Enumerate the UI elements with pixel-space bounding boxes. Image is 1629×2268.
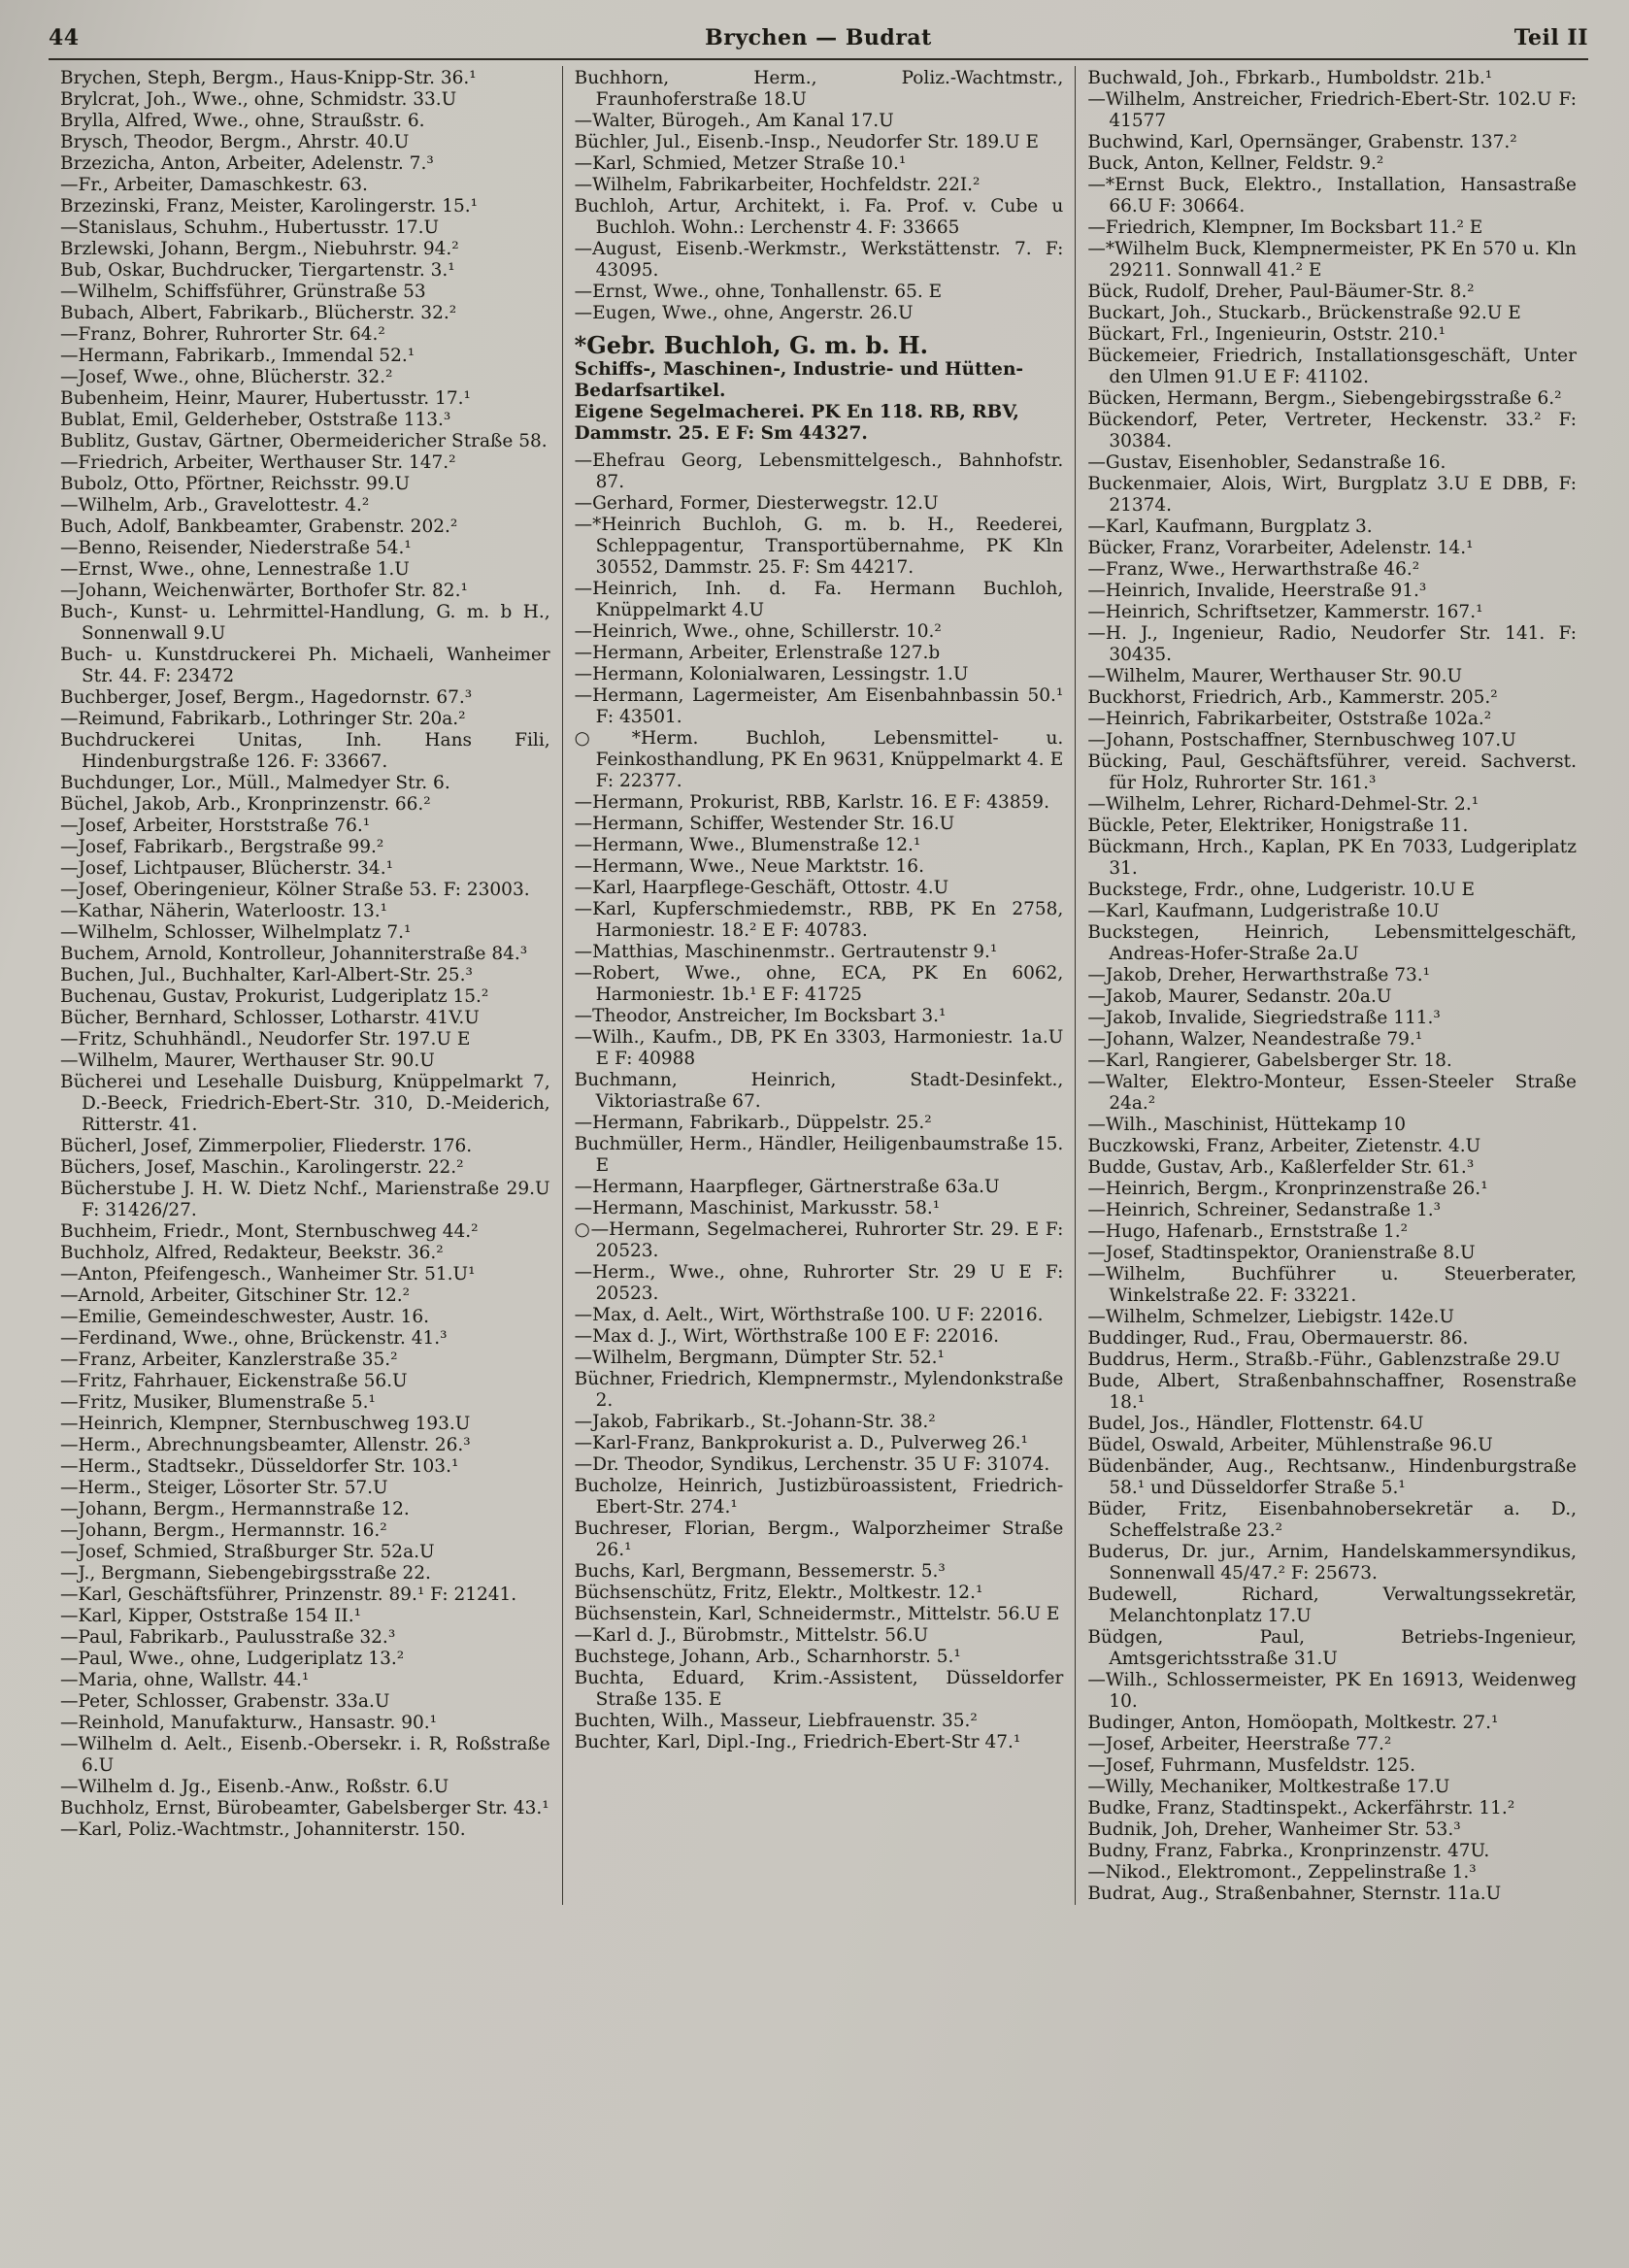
directory-entry: Bücking, Paul, Geschäftsführer, vereid. Sachverst. für Holz, Ruhrorter Str. 161.³ [1087,751,1577,793]
directory-entry: Buchem, Arnold, Kontrolleur, Johanniterstraße 84.³ [60,944,528,964]
directory-entry: —Wilhelm, Anstreicher, Friedrich-Ebert-Str. 102.U F: 41577 [1087,89,1577,131]
directory-entry: Brychen, Steph, Bergm., Haus-Knipp-Str. 36.¹ [60,68,477,88]
directory-entry: —Hermann, Lagermeister, Am Eisenbahnbassin 50.¹ F: 43501. [574,685,1064,727]
directory-entry: —Walter, Bürogeh., Am Kanal 17.U [574,111,894,131]
directory-entry: —Heinrich, Schreiner, Sedanstraße 1.³ [1087,1200,1442,1220]
directory-entry: Büchler, Jul., Eisenb.-Insp., Neudorfer Str. 189.U E [574,132,1039,152]
directory-entry: —Jakob, Dreher, Herwarthstraße 73.¹ [1087,965,1431,985]
directory-entry: Büchsenschütz, Fritz, Elektr., Moltkestr. 12.¹ [574,1583,983,1603]
directory-entry: —Robert, Wwe., ohne, ECA, PK En 6062, Harmoniestr. 1b.¹ E F: 41725 [574,963,1064,1005]
directory-entry: Bückendorf, Peter, Vertreter, Heckenstr. 33.² F: 30384. [1087,410,1577,451]
directory-entry: —Matthias, Maschinenmstr.. Gertrautenstr 9.¹ [574,942,998,962]
directory-entry: Buckhorst, Friedrich, Arb., Kammerstr. 205.² [1087,687,1498,708]
directory-entry: —Johann, Weichenwärter, Borthofer Str. 82.¹ [60,581,468,601]
directory-entry: —Friedrich, Arbeiter, Werthauser Str. 147.² [60,452,456,473]
directory-entry: —Karl, Kaufmann, Ludgeristraße 10.U [1087,901,1440,921]
directory-entry: —Emilie, Gemeindeschwester, Austr. 16. [60,1307,430,1327]
directory-entry: —Heinrich, Klempner, Sternbuschweg 193.U [60,1414,471,1434]
directory-entry: ○*Herm. Buchloh, Lebensmittel- u. Feinkosthandlung, PK En 9631, Knüppelmarkt 4. E F: 22377. [574,728,1064,791]
directory-entry: Büdenbänder, Aug., Rechtsanw., Hindenburgstraße 58.¹ und Düsseldorfer Straße 5.¹ [1087,1456,1577,1498]
directory-entry: Budke, Franz, Stadtinspekt., Ackerfährstr. 11.² [1087,1798,1515,1818]
directory-entry: —Hermann, Fabrikarb., Düppelstr. 25.² [574,1113,932,1133]
directory-entry: —Hermann, Wwe., Neue Marktstr. 16. [574,856,924,877]
directory-entry: Buchreser, Florian, Bergm., Walporzheimer Straße 26.¹ [574,1518,1064,1560]
directory-entry: Bucholze, Heinrich, Justizbüroassistent, Friedrich-Ebert-Str. 274.¹ [574,1476,1064,1518]
directory-entry: —Josef, Wwe., ohne, Blücherstr. 32.² [60,367,393,387]
directory-entry: —Wilhelm, Fabrikarbeiter, Hochfeldstr. 22I.² [574,175,981,195]
directory-entry: Bückemeier, Friedrich, Installationsgeschäft, Unter den Ulmen 91.U E F: 41102. [1087,346,1577,387]
directory-entry: —Benno, Reisender, Niederstraße 54.¹ [60,538,412,558]
directory-entry: Bücherei und Lesehalle Duisburg, Knüppelmarkt 7, D.-Beeck, Friedrich-Ebert-Str. 310, D.-Meiderich, Ritterstr. 41. [60,1072,550,1135]
directory-entry: Büchsenstein, Karl, Schneidermstr., Mittelstr. 56.U E [574,1604,1060,1624]
directory-entry: Buck, Anton, Kellner, Feldstr. 9.² [1087,153,1384,174]
company-entry: *Gebr. Buchloh, G. m. b. H. [574,331,928,359]
header-rule [49,58,1588,60]
directory-entry: Buchdruckerei Unitas, Inh. Hans Fili, Hindenburgstraße 126. F: 33667. [60,730,550,772]
directory-entry: Buchs, Karl, Bergmann, Bessemerstr. 5.³ [574,1561,946,1582]
directory-entry: Buch- u. Kunstdruckerei Ph. Michaeli, Wanheimer Str. 44. F: 23472 [60,645,550,686]
directory-entry: Buddrus, Herm., Straßb.-Führ., Gablenzstraße 29.U [1087,1350,1561,1370]
directory-entry: —Stanislaus, Schuhm., Hubertusstr. 17.U [60,217,440,238]
directory-entry: —Heinrich, Inh. d. Fa. Hermann Buchloh, Knüppelmarkt 4.U [574,579,1064,620]
directory-entry: —Gustav, Eisenhobler, Sedanstraße 16. [1087,452,1446,473]
directory-entry: Buchloh, Artur, Architekt, i. Fa. Prof. v. Cube u Buchloh. Wohn.: Lerchenstr 4. F: 33665 [574,196,1064,238]
directory-entry: Büder, Fritz, Eisenbahnobersekretär a. D., Scheffelstraße 23.² [1087,1499,1577,1541]
directory-entry: Bücher, Bernhard, Schlosser, Lotharstr. 41V.U [60,1008,480,1028]
directory-entry: —Johann, Bergm., Hermannstr. 16.² [60,1520,387,1541]
directory-entry: Buchdunger, Lor., Müll., Malmedyer Str. 6. [60,773,450,793]
directory-entry: —Wilhelm, Buchführer u. Steuerberater, Winkelstraße 22. F: 33221. [1087,1264,1577,1306]
directory-entry: Brzezicha, Anton, Arbeiter, Adelenstr. 7.³ [60,153,434,174]
part-label: Teil II [1513,25,1588,50]
directory-entry: —Peter, Schlosser, Grabenstr. 33a.U [60,1691,390,1712]
directory-entry: —Heinrich, Bergm., Kronprinzenstraße 26.¹ [1087,1179,1488,1199]
directory-entry: —H. J., Ingenieur, Radio, Neudorfer Str. 141. F: 30435. [1087,623,1577,665]
directory-entry: Bückart, Frl., Ingenieurin, Oststr. 210.¹ [1087,324,1446,345]
directory-entry: —Ehefrau Georg, Lebensmittelgesch., Bahnhofstr. 87. [574,450,1064,492]
directory-entry: Bück, Rudolf, Dreher, Paul-Bäumer-Str. 8.² [1087,282,1475,302]
directory-entry: —Eugen, Wwe., ohne, Angerstr. 26.U [574,303,914,323]
directory-entry: —Herm., Abrechnungsbeamter, Allenstr. 26.³ [60,1435,471,1455]
directory-entry: Buckstege, Frdr., ohne, Ludgeristr. 10.U E [1087,880,1475,900]
directory-entry: Buckart, Joh., Stuckarb., Brückenstraße 92.U E [1087,303,1521,323]
directory-entry: —Franz, Wwe., Herwarthstraße 46.² [1087,559,1420,580]
directory-entry: Bublitz, Gustav, Gärtner, Obermeidericher Straße 58. [60,431,548,451]
directory-entry: —Friedrich, Klempner, Im Bocksbart 11.² E [1087,217,1483,238]
directory-entry: Buchten, Wilh., Masseur, Liebfrauenstr. 35.² [574,1711,978,1731]
directory-entry: —Jakob, Fabrikarb., St.-Johann-Str. 38.² [574,1412,936,1432]
directory-entry: —Wilh., Kaufm., DB, PK En 3303, Harmoniestr. 1a.U E F: 40988 [574,1027,1064,1069]
directory-entry: Bubolz, Otto, Pförtner, Reichsstr. 99.U [60,474,411,494]
directory-entry: Buchta, Eduard, Krim.-Assistent, Düsseldorfer Straße 135. E [574,1668,1064,1710]
directory-entry: —Hermann, Arbeiter, Erlenstraße 127.b [574,643,941,663]
directory-entry: —Wilhelm, Schiffsführer, Grünstraße 53 [60,282,426,302]
directory-entry: Buchwind, Karl, Opernsänger, Grabenstr. 137.² [1087,132,1517,152]
column-2 [562,66,1076,1905]
directory-entry: —Hermann, Prokurist, RBB, Karlstr. 16. E F: 43859. [574,792,1049,813]
directory-entry: —Karl, Haarpflege-Geschäft, Ottostr. 4.U [574,878,949,898]
directory-entry: —Heinrich, Invalide, Heerstraße 91.³ [1087,581,1427,601]
company-entry: Schiffs-, Maschinen-, Industrie- und Hütten-Bedarfsartikel. [574,359,1024,401]
directory-entry: —Josef, Oberingenieur, Kölner Straße 53. F: 23003. [60,880,530,900]
directory-entry: —Karl, Rangierer, Gabelsberger Str. 18. [1087,1051,1452,1071]
directory-entry: Brysch, Theodor, Bergm., Ahrstr. 40.U [60,132,410,152]
directory-entry: Buchstege, Johann, Arb., Scharnhorstr. 5.¹ [574,1647,961,1667]
directory-entry: —Heinrich, Schriftsetzer, Kammerstr. 167.¹ [1087,602,1483,622]
directory-entry: —Arnold, Arbeiter, Gitschiner Str. 12.² [60,1285,411,1306]
directory-entry: —J., Bergmann, Siebengebirgsstraße 22. [60,1563,431,1584]
directory-entry: —Wilhelm, Bergmann, Dümpter Str. 52.¹ [574,1348,945,1368]
directory-entry: —Wilhelm, Lehrer, Richard-Dehmel-Str. 2.¹ [1087,794,1479,815]
directory-entry: Büdel, Oswald, Arbeiter, Mühlenstraße 96.U [1087,1435,1493,1455]
directory-entry: —Hermann, Schiffer, Westender Str. 16.U [574,814,955,834]
directory-entry: Buchhorn, Herm., Poliz.-Wachtmstr., Fraunhoferstraße 18.U [574,68,1064,110]
page-number: 44 [49,25,80,50]
directory-entry: —Heinrich, Wwe., ohne, Schillerstr. 10.² [574,621,942,642]
directory-entry: Büchel, Jakob, Arb., Kronprinzenstr. 66.² [60,794,431,815]
directory-entry: Buchenau, Gustav, Prokurist, Ludgeriplatz 15.² [60,986,489,1007]
directory-entry: Brylla, Alfred, Wwe., ohne, Straußstr. 6. [60,111,425,131]
directory-entry: Buchholz, Ernst, Bürobeamter, Gabelsberger Str. 43.¹ [60,1798,549,1818]
directory-entry: Brzezinski, Franz, Meister, Karolingerstr. 15.¹ [60,196,479,217]
directory-entry: Büchner, Friedrich, Klempnermstr., Mylendonkstraße 2. [574,1369,1064,1411]
directory-entry: —Franz, Bohrer, Ruhrorter Str. 64.² [60,324,385,345]
directory-entry: —Herm., Wwe., ohne, Ruhrorter Str. 29 U E F: 20523. [574,1262,1064,1304]
directory-entry: —Josef, Arbeiter, Heerstraße 77.² [1087,1734,1392,1754]
directory-entry: —Johann, Bergm., Hermannstraße 12. [60,1499,410,1519]
directory-entry: —Herm., Stadtsekr., Düsseldorfer Str. 103.¹ [60,1456,459,1477]
directory-entry: —Dr. Theodor, Syndikus, Lerchenstr. 35 U F: 31074. [574,1454,1050,1475]
directory-entry: —Max d. J., Wirt, Wörthstraße 100 E F: 22016. [574,1326,999,1347]
directory-entry: Buchwald, Joh., Fbrkarb., Humboldstr. 21b.¹ [1087,68,1493,88]
directory-entry: Bücker, Franz, Vorarbeiter, Adelenstr. 14.¹ [1087,538,1474,558]
directory-entry: ○—Hermann, Segelmacherei, Ruhrorter Str. 29. E F: 20523. [574,1219,1064,1261]
directory-entry: —Josef, Lichtpauser, Blücherstr. 34.¹ [60,858,393,879]
directory-entry: —Karl, Kipper, Oststraße 154 II.¹ [60,1606,362,1626]
directory-entry: —Kathar, Näherin, Waterloostr. 13.¹ [60,901,388,921]
directory-entry: —Wilh., Schlossermeister, PK En 16913, Weidenweg 10. [1087,1670,1577,1712]
directory-entry: —Jakob, Maurer, Sedanstr. 20a.U [1087,986,1392,1007]
directory-entry: Budny, Franz, Fabrka., Kronprinzenstr. 47U. [1087,1841,1490,1861]
directory-entry: —Hermann, Maschinist, Markusstr. 58.¹ [574,1198,941,1218]
directory-entry: Bückle, Peter, Elektriker, Honigstraße 11. [1087,816,1469,836]
directory-entry: —Herm., Steiger, Lösorter Str. 57.U [60,1478,388,1498]
directory-entry: Buchter, Karl, Dipl.-Ing., Friedrich-Ebert-Str 47.¹ [574,1732,1021,1752]
directory-entry: —Johann, Walzer, Neandestraße 79.¹ [1087,1029,1423,1050]
directory-entry: Buckstegen, Heinrich, Lebensmittelgeschäft, Andreas-Hofer-Straße 2a.U [1087,922,1577,964]
directory-entry: Budinger, Anton, Homöopath, Moltkestr. 27.¹ [1087,1713,1499,1733]
directory-entry: —Karl, Geschäftsführer, Prinzenstr. 89.¹ F: 21241. [60,1584,517,1605]
directory-entry: —Karl, Kaufmann, Burgplatz 3. [1087,517,1373,537]
directory-entry: Buczkowski, Franz, Arbeiter, Zietenstr. 4.U [1087,1136,1481,1156]
directory-entry: —Hugo, Hafenarb., Ernststraße 1.² [1087,1221,1409,1242]
company-entry: Eigene Segelmacherei. PK En 118. RB, RBV, Dammstr. 25. E F: Sm 44327. [574,402,1019,444]
directory-entry: —Wilhelm, Schmelzer, Liebigstr. 142e.U [1087,1307,1455,1327]
directory-entry: Buchholz, Alfred, Redakteur, Beekstr. 36.² [60,1243,444,1263]
directory-entry: —Heinrich, Fabrikarbeiter, Oststraße 102a.² [1087,709,1492,729]
directory-entry: Buchheim, Friedr., Mont, Sternbuschweg 44.² [60,1221,479,1242]
directory-entry: Bublat, Emil, Gelderheber, Oststraße 113.³ [60,410,451,430]
directory-entry: —Karl, Schmied, Metzer Straße 10.¹ [574,153,907,174]
running-head: Brychen — Budrat [705,25,932,50]
directory-entry: —Anton, Pfeifengesch., Wanheimer Str. 51.U¹ [60,1264,476,1284]
directory-entry: —Jakob, Invalide, Siegriedstraße 111.³ [1087,1008,1441,1028]
directory-entry: —Hermann, Fabrikarb., Immendal 52.¹ [60,346,416,366]
directory-entry: Budrat, Aug., Straßenbahner, Sternstr. 11a.U [1087,1884,1502,1904]
directory-entry: —Ernst, Wwe., ohne, Tonhallenstr. 65. E [574,282,943,302]
directory-entry: Bücherl, Josef, Zimmerpolier, Fliederstr. 176. [60,1136,473,1156]
directory-entry: Brzlewski, Johann, Bergm., Niebuhrstr. 94.² [60,239,459,259]
directory-entry: —Fritz, Schuhhändl., Neudorfer Str. 197.U E [60,1029,471,1050]
directory-entry: Bude, Albert, Straßenbahnschaffner, Rosenstraße 18.¹ [1087,1371,1577,1413]
directory-entry: —Walter, Elektro-Monteur, Essen-Steeler Straße 24a.² [1087,1072,1577,1114]
directory-entry: Buchmüller, Herm., Händler, Heiligenbaumstraße 15. E [574,1134,1064,1176]
directory-entry: —Hermann, Haarpfleger, Gärtnerstraße 63a.U [574,1177,1000,1197]
directory-entry: —Karl d. J., Bürobmstr., Mittelstr. 56.U [574,1625,929,1646]
directory-entry: —*Heinrich Buchloh, G. m. b. H., Reederei, Schleppagentur, Transportübernahme, PK Kln 30552, Dammstr. 25. F: Sm 44217. [574,515,1064,578]
directory-entry: Büchers, Josef, Maschin., Karolingerstr. 22.² [60,1157,464,1178]
directory-entry: —Josef, Fuhrmann, Musfeldstr. 125. [1087,1755,1416,1776]
directory-entry: —Fritz, Fahrhauer, Eickenstraße 56.U [60,1371,408,1391]
directory-entry: Bücherstube J. H. W. Dietz Nchf., Marienstraße 29.U F: 31426/27. [60,1179,550,1220]
columns-container [49,66,1588,1905]
directory-entry: —Karl-Franz, Bankprokurist a. D., Pulverweg 26.¹ [574,1433,1028,1453]
column-1 [49,66,562,1905]
directory-entry: Budel, Jos., Händler, Flottenstr. 64.U [1087,1414,1424,1434]
directory-entry: —Nikod., Elektromont., Zeppelinstraße 1.³ [1087,1862,1477,1883]
directory-entry: —Wilh., Maschinist, Hüttekamp 10 [1087,1115,1406,1135]
directory-entry: Budde, Gustav, Arb., Kaßlerfelder Str. 61.³ [1087,1157,1475,1178]
directory-entry: Buddinger, Rud., Frau, Obermauerstr. 86. [1087,1328,1469,1349]
directory-entry: —Karl, Poliz.-Wachtmstr., Johanniterstr. 150. [60,1819,466,1840]
directory-entry: —Karl, Kupferschmiedemstr., RBB, PK En 2758, Harmoniestr. 18.² E F: 40783. [574,899,1064,941]
directory-entry: —Theodor, Anstreicher, Im Bocksbart 3.¹ [574,1006,947,1026]
directory-entry: —Gerhard, Former, Diesterwegstr. 12.U [574,493,939,514]
directory-entry: —Josef, Stadtinspektor, Oranienstraße 8.U [1087,1243,1476,1263]
directory-entry: Bückmann, Hrch., Kaplan, PK En 7033, Ludgeriplatz 31. [1087,837,1577,879]
directory-entry: —Wilhelm, Maurer, Werthauser Str. 90.U [60,1051,435,1071]
directory-entry: Buchberger, Josef, Bergm., Hagedornstr. 67.³ [60,687,473,708]
directory-entry: —Wilhelm d. Jg., Eisenb.-Anw., Roßstr. 6.U [60,1777,449,1797]
directory-entry: Bub, Oskar, Buchdrucker, Tiergartenstr. 3.¹ [60,260,455,281]
directory-entry: Budnik, Joh, Dreher, Wanheimer Str. 53.³ [1087,1819,1461,1840]
directory-entry: —*Ernst Buck, Elektro., Installation, Hansastraße 66.U F: 30664. [1087,175,1577,217]
directory-entry: Buch-, Kunst- u. Lehrmittel-Handlung, G. m. b H., Sonnenwall 9.U [60,602,550,644]
directory-entry: Buch, Adolf, Bankbeamter, Grabenstr. 202.² [60,517,458,537]
directory-entry: —Wilhelm, Arb., Gravelottestr. 4.² [60,495,370,516]
column-3 [1075,66,1588,1905]
directory-entry: Buckenmaier, Alois, Wirt, Burgplatz 3.U E DBB, F: 21374. [1087,474,1577,516]
directory-entry: —Johann, Postschaffner, Sternbuschweg 107.U [1087,730,1516,750]
directory-entry: Bücken, Hermann, Bergm., Siebengebirgsstraße 6.² [1087,388,1562,409]
directory-entry: Bubenheim, Heinr, Maurer, Hubertusstr. 17.¹ [60,388,471,409]
directory-entry: —Wilhelm, Maurer, Werthauser Str. 90.U [1087,666,1463,686]
directory-entry: —Ferdinand, Wwe., ohne, Brückenstr. 41.³ [60,1328,448,1349]
directory-entry: —Maria, ohne, Wallstr. 44.¹ [60,1670,310,1690]
directory-entry: Brylcrat, Joh., Wwe., ohne, Schmidstr. 33.U [60,89,457,110]
directory-entry: —Reinhold, Manufakturw., Hansastr. 90.¹ [60,1713,438,1733]
page-header [49,25,1588,50]
directory-entry: —Paul, Fabrikarb., Paulusstraße 32.³ [60,1627,396,1648]
directory-entry: Büdgen, Paul, Betriebs-Ingenieur, Amtsgerichtsstraße 31.U [1087,1627,1577,1669]
directory-entry: Buchmann, Heinrich, Stadt-Desinfekt., Viktoriastraße 67. [574,1070,1064,1112]
directory-entry: —Josef, Arbeiter, Horststraße 76.¹ [60,816,371,836]
directory-entry: —Josef, Fabrikarb., Bergstraße 99.² [60,837,384,857]
directory-entry: —Wilhelm d. Aelt., Eisenb.-Obersekr. i. R, Roßstraße 6.U [60,1734,550,1776]
directory-entry: —Hermann, Wwe., Blumenstraße 12.¹ [574,835,921,855]
directory-entry: Budewell, Richard, Verwaltungssekretär, Melanchtonplatz 17.U [1087,1584,1577,1626]
directory-entry: —Fritz, Musiker, Blumenstraße 5.¹ [60,1392,376,1413]
directory-entry: —Willy, Mechaniker, Moltkestraße 17.U [1087,1777,1450,1797]
directory-entry: —*Wilhelm Buck, Klempnermeister, PK En 570 u. Kln 29211. Sonnwall 41.² E [1087,239,1577,281]
directory-entry: —Ernst, Wwe., ohne, Lennestraße 1.U [60,559,410,580]
directory-entry: Buderus, Dr. jur., Arnim, Handelskammersyndikus, Sonnenwall 45/47.² F: 25673. [1087,1542,1577,1584]
directory-entry: —Franz, Arbeiter, Kanzlerstraße 35.² [60,1350,398,1370]
directory-entry: —Paul, Wwe., ohne, Ludgeriplatz 13.² [60,1649,405,1669]
directory-entry: —Josef, Schmied, Straßburger Str. 52a.U [60,1542,435,1562]
directory-entry: Buchen, Jul., Buchhalter, Karl-Albert-Str. 25.³ [60,965,473,985]
directory-entry: —Wilhelm, Schlosser, Wilhelmplatz 7.¹ [60,922,412,943]
directory-entry: Bubach, Albert, Fabrikarb., Blücherstr. 32.² [60,303,457,323]
directory-entry: —Fr., Arbeiter, Damaschkestr. 63. [60,175,368,195]
directory-entry: —Reimund, Fabrikarb., Lothringer Str. 20a.² [60,709,466,729]
directory-entry: —Hermann, Kolonialwaren, Lessingstr. 1.U [574,664,969,684]
directory-entry: —August, Eisenb.-Werkmstr., Werkstättenstr. 7. F: 43095. [574,239,1064,281]
directory-entry: —Max, d. Aelt., Wirt, Wörthstraße 100. U F: 22016. [574,1305,1044,1325]
